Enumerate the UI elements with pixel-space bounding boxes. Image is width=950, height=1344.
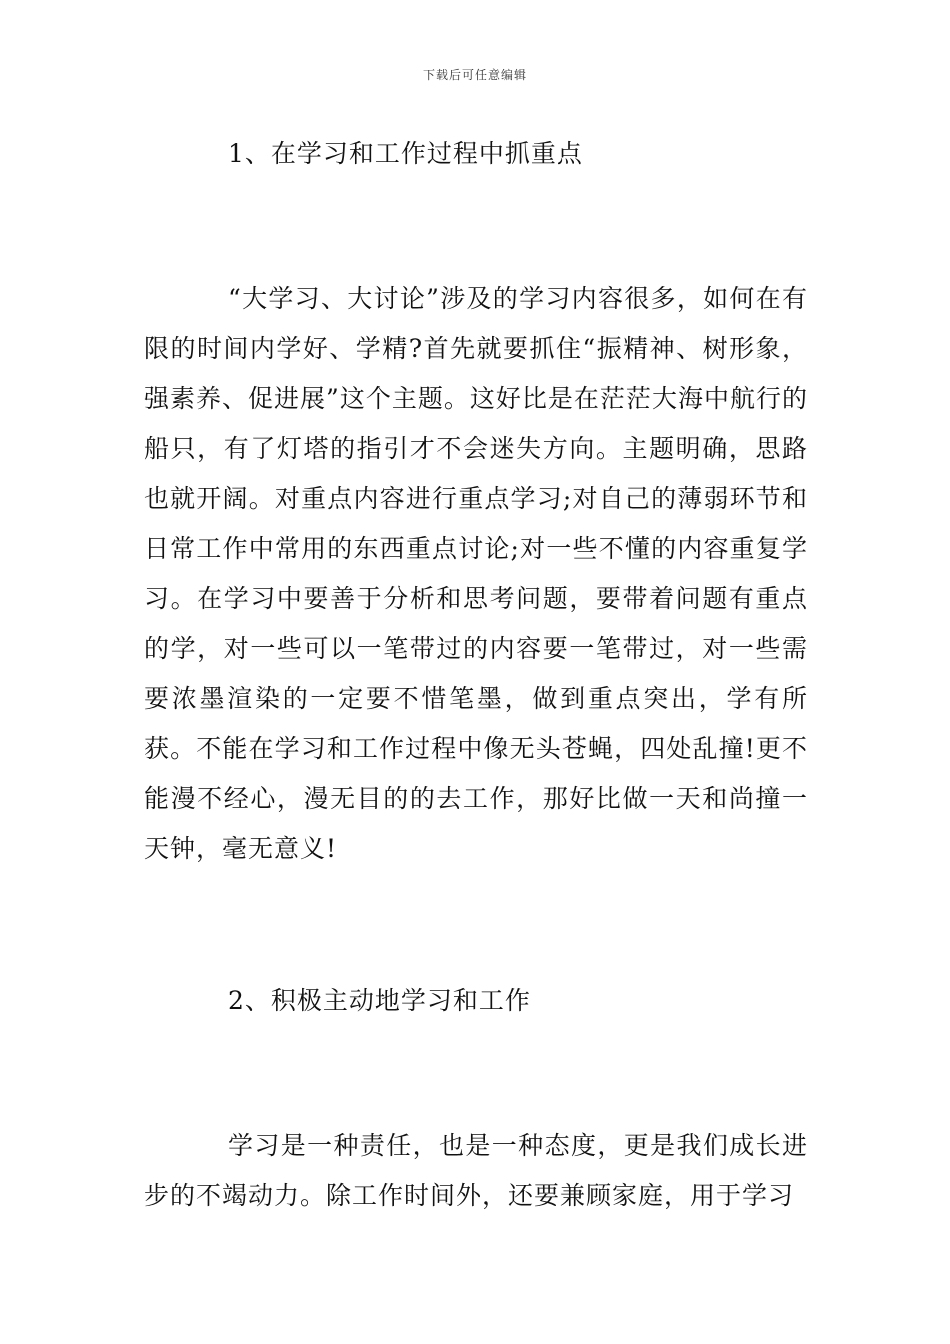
header-note: 下载后可任意编辑	[422, 68, 527, 82]
section-paragraph: “大学习、大讨论”涉及的学习内容很多，如何在有限的时间内学好、学精?首先就要抓住“振精神、树形象，强素养、促进展”这个主题。这好比是在茫茫大海中航行的船只，有了灯塔的指引才不会迷失方向。主题明确，思路也就开阔。对重点内容进行重点学习;对自己的薄弱环节和日常工作中常用的东西重点讨论;对一些不懂的内容重复学习。在学习中要善于分析和思考问题，要带着问题有重点的学，对一些可以一笔带过的内容要一笔带过，对一些需要浓墨渲染的一定要不惜笔墨，做到重点突出，学有所获。不能在学习和工作过程中像无头苍蝇，四处乱撞!更不能漫不经心，漫无目的的去工作，那好比做一天和尚撞一天钟，毫无意义!	[144, 284, 808, 863]
section-heading: 2、积极主动地学习和工作	[228, 986, 531, 1015]
section-heading: 1、在学习和工作过程中抓重点	[228, 139, 583, 168]
section-paragraph: 学习是一种责任，也是一种态度，更是我们成长进步的不竭动力。除工作时间外，还要兼顾家庭，用于学习	[144, 1131, 808, 1210]
